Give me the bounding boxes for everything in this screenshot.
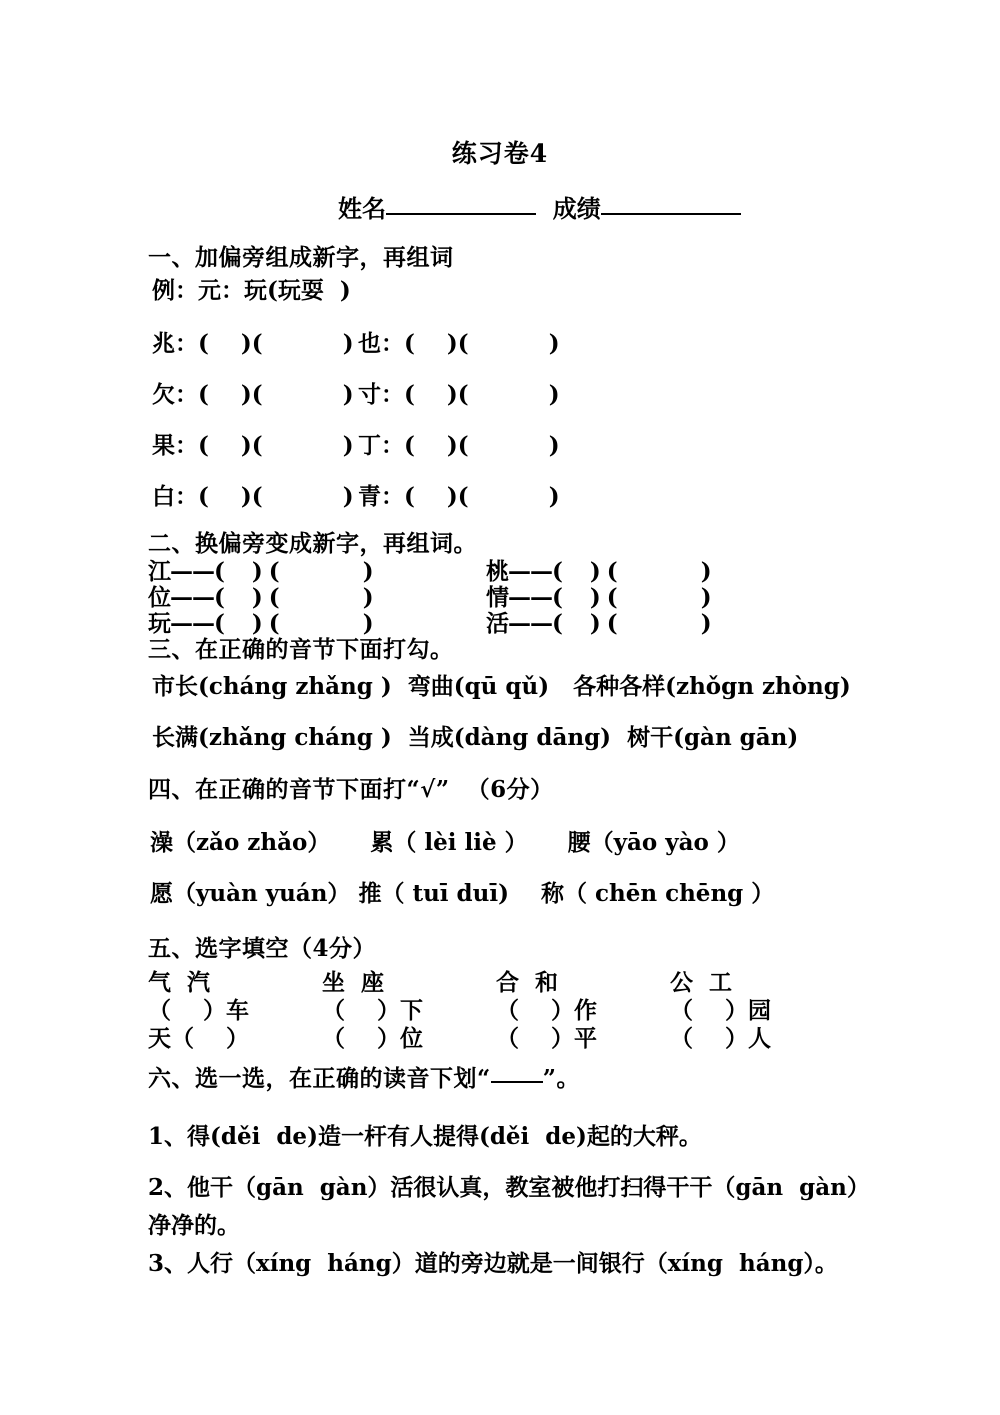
ex5-blank-cell[interactable]: （ ）下 bbox=[322, 997, 424, 1024]
name-label: 姓名 bbox=[338, 194, 386, 223]
ex4-line[interactable]: 澡（zǎo zhǎo） 累（ lèi liè ） 腰（yāo yào ） bbox=[150, 829, 740, 856]
student-info-line bbox=[338, 189, 741, 224]
exercise-3-heading: 三、在正确的音节下面打勾。 bbox=[148, 636, 454, 663]
exercise-5-heading: 五、选字填空（4分） bbox=[148, 935, 377, 962]
ex1-cell-left[interactable]: 白：( )( ) bbox=[152, 483, 354, 510]
score-label: 成绩 bbox=[552, 194, 601, 223]
ex1-cell-right[interactable]: 丁：( )( ) bbox=[358, 432, 560, 459]
score-blank[interactable] bbox=[601, 213, 741, 215]
list-item[interactable]: 净净的。 bbox=[148, 1212, 240, 1239]
table-row bbox=[152, 376, 560, 409]
ex5-blank-cell[interactable]: （ ）平 bbox=[496, 1025, 598, 1052]
ex4-line[interactable]: 愿（yuàn yuán） 推（ tuī duī) 称（ chēn chēng ） bbox=[150, 880, 775, 907]
ex5-header-cell: 气 汽 bbox=[148, 969, 211, 996]
exercise-6-heading bbox=[148, 1060, 580, 1093]
exercise-4-heading: 四、在正确的音节下面打“√” （6分） bbox=[148, 776, 554, 803]
table-row bbox=[152, 478, 560, 511]
exercise-6-heading-pre: 六、选一选，在正确的读音下划“ bbox=[148, 1065, 491, 1092]
ex1-cell-left[interactable]: 兆：( )( ) bbox=[152, 330, 354, 357]
ex2-cell-left[interactable]: 玩——( ) ( ) bbox=[148, 610, 373, 637]
ex2-cell-left[interactable]: 江——( ) ( ) bbox=[148, 558, 373, 585]
ex5-blank-cell[interactable]: 天（ ） bbox=[148, 1025, 250, 1052]
ex2-cell-right[interactable]: 活——( ) ( ) bbox=[486, 610, 711, 637]
exercise-1-heading: 一、加偏旁组成新字，再组词 bbox=[148, 244, 454, 271]
ex5-blank-cell[interactable]: （ ）人 bbox=[670, 1025, 772, 1052]
table-row bbox=[152, 325, 560, 358]
ex1-cell-left[interactable]: 欠：( )( ) bbox=[152, 381, 354, 408]
list-item[interactable]: 1、得(děi de)造一杆有人提得(děi de)起的大秤。 bbox=[148, 1123, 702, 1150]
exercise-2-heading: 二、换偏旁变成新字，再组词。 bbox=[148, 530, 477, 557]
page-title: 练习卷4 bbox=[451, 139, 549, 168]
ex2-cell-left[interactable]: 位——( ) ( ) bbox=[148, 584, 373, 611]
ex3-line[interactable]: 长满(zhǎng cháng ) 当成(dàng dāng) 树干(gàn gān) bbox=[152, 724, 799, 751]
ex5-blank-cell[interactable]: （ ）车 bbox=[148, 997, 250, 1024]
ex5-blank-cell[interactable]: （ ）园 bbox=[670, 997, 772, 1024]
exercise-6-heading-post: ”。 bbox=[542, 1065, 580, 1092]
exercise-1-example: 例：元：玩(玩耍 ) bbox=[152, 277, 351, 304]
ex5-header-cell: 合 和 bbox=[496, 969, 559, 996]
list-item[interactable]: 3、人行（xíng háng）道的旁边就是一间银行（xíng háng）。 bbox=[148, 1250, 838, 1277]
ex5-blank-cell[interactable]: （ ）作 bbox=[496, 997, 598, 1024]
underline-mark-icon bbox=[491, 1081, 543, 1083]
list-item[interactable]: 2、他干（gān gàn）活很认真，教室被他打扫得干干（gān gàn） bbox=[148, 1174, 870, 1201]
ex1-cell-left[interactable]: 果：( )( ) bbox=[152, 432, 354, 459]
ex5-blank-cell[interactable]: （ ）位 bbox=[322, 1025, 424, 1052]
name-blank[interactable] bbox=[386, 213, 536, 215]
ex1-cell-right[interactable]: 寸：( )( ) bbox=[358, 381, 560, 408]
ex1-cell-right[interactable]: 也：( )( ) bbox=[358, 330, 560, 357]
ex5-header-cell: 公 工 bbox=[670, 969, 733, 996]
ex2-cell-right[interactable]: 桃——( ) ( ) bbox=[486, 558, 711, 585]
ex3-line[interactable]: 市长(cháng zhǎng ) 弯曲(qū qǔ) 各种各样(zhǒgn zhòng) bbox=[152, 673, 851, 700]
ex1-cell-right[interactable]: 青：( )( ) bbox=[358, 483, 560, 510]
ex5-header-cell: 坐 座 bbox=[322, 969, 385, 996]
table-row bbox=[152, 427, 560, 460]
table-row bbox=[148, 1020, 844, 1053]
ex2-cell-right[interactable]: 情——( ) ( ) bbox=[486, 584, 711, 611]
